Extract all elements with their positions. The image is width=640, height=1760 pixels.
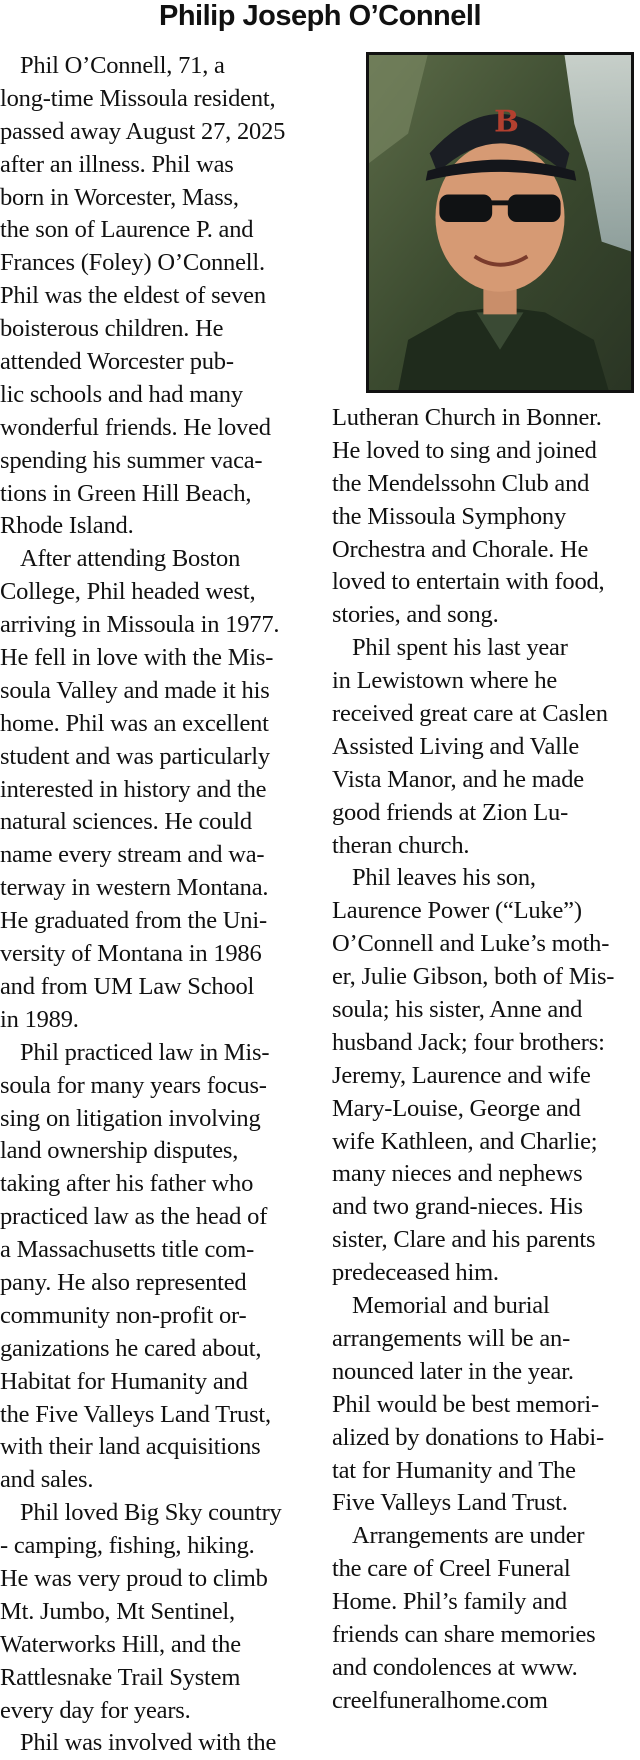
text-line: He loved to sing and joined xyxy=(332,436,597,464)
text-line: tions in Green Hill Beach, xyxy=(0,479,252,507)
text-line: He was very proud to climb xyxy=(0,1564,268,1592)
text-line: home. Phil was an excellent xyxy=(0,709,269,737)
text-line: Mary-Louise, George and xyxy=(332,1094,581,1122)
text-line: boisterous children. He xyxy=(0,315,224,343)
text-line: after an illness. Phil was xyxy=(0,150,234,178)
text-line: He graduated from the Uni- xyxy=(0,907,267,935)
left-column xyxy=(0,50,318,1760)
text-line: with their land acquisitions xyxy=(0,1433,261,1461)
text-line: Rattlesnake Trail System xyxy=(0,1663,241,1691)
text-line: practiced law as the head of xyxy=(0,1203,268,1231)
text-line: Phil O’Connell, 71, a xyxy=(20,52,225,79)
text-line: loved to entertain with food, xyxy=(332,568,605,596)
text-line: the Missoula Symphony xyxy=(332,502,567,530)
text-line: spending his summer vaca- xyxy=(0,446,263,474)
text-line: Waterworks Hill, and the xyxy=(0,1630,241,1658)
text-line: Arrangements are under xyxy=(352,1522,585,1550)
text-line: taking after his father who xyxy=(0,1170,254,1198)
text-line: received great care at Caslen xyxy=(332,700,608,728)
text-line: friends can share memories xyxy=(332,1620,596,1648)
text-line: pany. He also represented xyxy=(0,1268,247,1296)
text-line: wife Kathleen, and Charlie; xyxy=(332,1127,598,1155)
text-line: Mt. Jumbo, Mt Sentinel, xyxy=(0,1597,235,1625)
text-line: Orchestra and Chorale. He xyxy=(332,535,589,563)
text-line: Habitat for Humanity and xyxy=(0,1367,248,1395)
text-line: soula; his sister, Anne and xyxy=(332,996,583,1024)
text-line: lic schools and had many xyxy=(0,380,243,408)
text-line: Phil was the eldest of seven xyxy=(0,282,266,310)
text-line: theran church. xyxy=(332,831,470,859)
text-line: Phil would be best memori- xyxy=(332,1390,599,1418)
text-line: soula for many years focus- xyxy=(0,1071,267,1099)
text-line: sister, Clare and his parents xyxy=(332,1226,596,1254)
text-line: creelfuneralhome.com xyxy=(332,1686,548,1714)
text-line: stories, and song. xyxy=(332,601,499,629)
text-line: long-time Missoula resident, xyxy=(0,84,276,112)
text-line: Frances (Foley) O’Connell. xyxy=(0,249,265,277)
text-line: O’Connell and Luke’s moth- xyxy=(332,930,610,958)
text-line: arrangements will be an- xyxy=(332,1324,571,1352)
cap-letter: B xyxy=(494,103,519,139)
text-line: in 1989. xyxy=(0,1005,79,1033)
text-line: arriving in Missoula in 1977. xyxy=(0,611,280,639)
text-line: versity of Montana in 1986 xyxy=(0,940,262,968)
text-line: and two grand-nieces. His xyxy=(332,1193,583,1221)
text-line: and condolences at www. xyxy=(332,1653,578,1681)
text-line: alized by donations to Habi- xyxy=(332,1423,604,1451)
right-column xyxy=(332,50,640,1718)
text-line: soula Valley and made it his xyxy=(0,676,270,704)
photo-spacer xyxy=(332,50,640,402)
text-line: Assisted Living and Valle xyxy=(332,732,580,760)
text-line: tat for Humanity and The xyxy=(332,1456,576,1484)
text-line: wonderful friends. He loved xyxy=(0,413,271,441)
text-line: Vista Manor, and he made xyxy=(332,765,584,793)
text-line: - camping, fishing, hiking. xyxy=(0,1532,255,1560)
text-line: a Massachusetts title com- xyxy=(0,1236,255,1264)
text-line: every day for years. xyxy=(0,1696,191,1724)
text-line: terway in western Montana. xyxy=(0,874,269,902)
text-line: Phil leaves his son, xyxy=(352,864,536,892)
text-line: College, Phil headed west, xyxy=(0,578,256,606)
text-line: the Mendelssohn Club and xyxy=(332,469,590,497)
text-line: er, Julie Gibson, both of Mis- xyxy=(332,963,615,991)
text-line: and sales. xyxy=(0,1466,94,1494)
text-line: good friends at Zion Lu- xyxy=(332,798,569,826)
text-line: name every stream and wa- xyxy=(0,841,265,869)
text-line: After attending Boston xyxy=(20,545,241,573)
text-line: born in Worcester, Mass, xyxy=(0,183,239,211)
text-line: Phil practiced law in Mis- xyxy=(20,1038,270,1066)
text-line: He fell in love with the Mis- xyxy=(0,644,274,672)
text-line: student and was particularly xyxy=(0,742,270,770)
text-line: Five Valleys Land Trust. xyxy=(332,1489,568,1517)
text-line: passed away August 27, 2025 xyxy=(0,117,286,145)
text-line: interested in history and the xyxy=(0,775,267,803)
text-line: sing on litigation involving xyxy=(0,1104,261,1132)
text-line: Rhode Island. xyxy=(0,512,134,540)
text-line: the son of Laurence P. and xyxy=(0,216,254,244)
text-line: community non-profit or- xyxy=(0,1301,247,1329)
text-line: Memorial and burial xyxy=(352,1292,550,1320)
text-line: Lutheran Church in Bonner. xyxy=(332,404,602,431)
text-line: the Five Valleys Land Trust, xyxy=(0,1400,271,1428)
text-line: Jeremy, Laurence and wife xyxy=(332,1061,591,1089)
text-line: and from UM Law School xyxy=(0,972,255,1000)
text-line: predeceased him. xyxy=(332,1259,499,1287)
text-line: Phil loved Big Sky country xyxy=(20,1499,282,1527)
text-line: the care of Creel Funeral xyxy=(332,1555,571,1583)
text-line: many nieces and nephews xyxy=(332,1160,583,1188)
text-line: husband Jack; four brothers: xyxy=(332,1028,605,1056)
text-line: Laurence Power (“Luke”) xyxy=(332,897,582,925)
text-line: Phil spent his last year xyxy=(352,634,568,662)
text-line: Phil was involved with the xyxy=(20,1729,277,1757)
text-line: in Lewistown where he xyxy=(332,667,558,695)
text-line: natural sciences. He could xyxy=(0,808,252,836)
text-line: attended Worcester pub- xyxy=(0,348,234,376)
text-line: land ownership disputes, xyxy=(0,1137,239,1165)
text-line: ganizations he cared about, xyxy=(0,1334,262,1362)
obituary-title: Philip Joseph O’Connell xyxy=(158,0,482,32)
text-line: nounced later in the year. xyxy=(332,1357,574,1385)
text-line: Home. Phil’s family and xyxy=(332,1588,567,1616)
